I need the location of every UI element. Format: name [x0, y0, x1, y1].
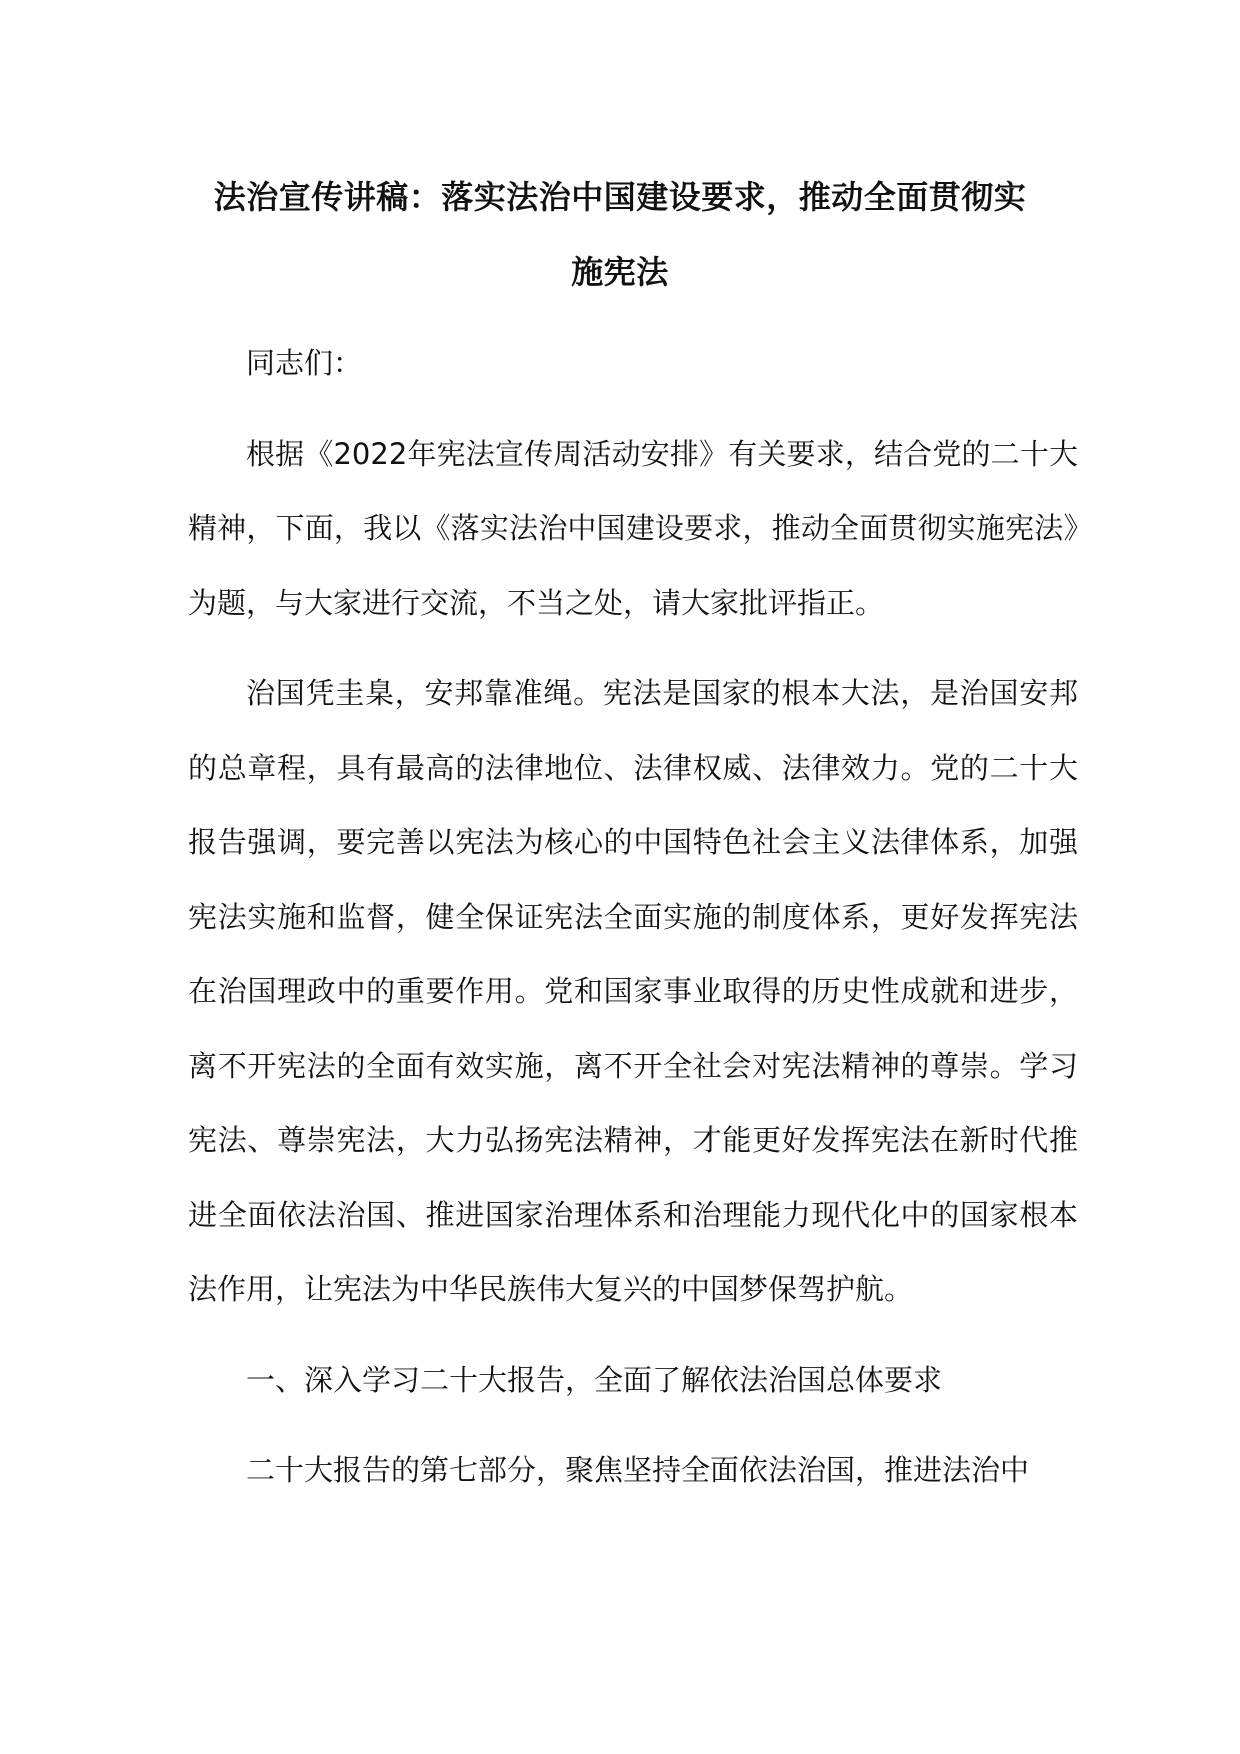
document-body [188, 326, 1078, 1524]
paragraph: 治国凭圭臬，安邦靠准绳。宪法是国家的根本大法，是治国安邦的总章程，具有最高的法律地位、法律权威、法律效力。党的二十大报告强调，要完善以宪法为核心的中国特色社会主义法律体系，加强宪法实施和监督，健全保证宪法全面实施的制度体系，更好发挥宪法在治国理政中的重要作用。党和国家事业取得的历史性成就和进步，离不开宪法的全面有效实施，离不开全社会对宪法精神的尊崇。学习宪法、尊崇宪法，大力弘扬宪法精神，才能更好发挥宪法在新时代推进全面依法治国、推进国家治理体系和治理能力现代化中的国家根本法作用，让宪法为中华民族伟大复兴的中国梦保驾护航。 [188, 676, 1078, 1306]
document-title [170, 160, 1070, 310]
paragraph: 二十大报告的第七部分，聚焦坚持全面依法治国，推进法治中 [246, 1453, 1030, 1487]
paragraph: 根据《2022年宪法宣传周活动安排》有关要求，结合党的二十大精神，下面，我以《落实法治中国建设要求，推动全面贯彻实施宪法》为题，与大家进行交流，不当之处，请大家批评指正。 [188, 436, 1078, 620]
salutation: 同志们： [246, 346, 363, 380]
title-line-1: 法治宣传讲稿：落实法治中国建设要求，推动全面贯彻实 [213, 178, 1027, 216]
section-heading: 一、深入学习二十大报告，全面了解依法治国总体要求 [246, 1362, 943, 1397]
title-line-2: 施宪法 [571, 253, 669, 291]
